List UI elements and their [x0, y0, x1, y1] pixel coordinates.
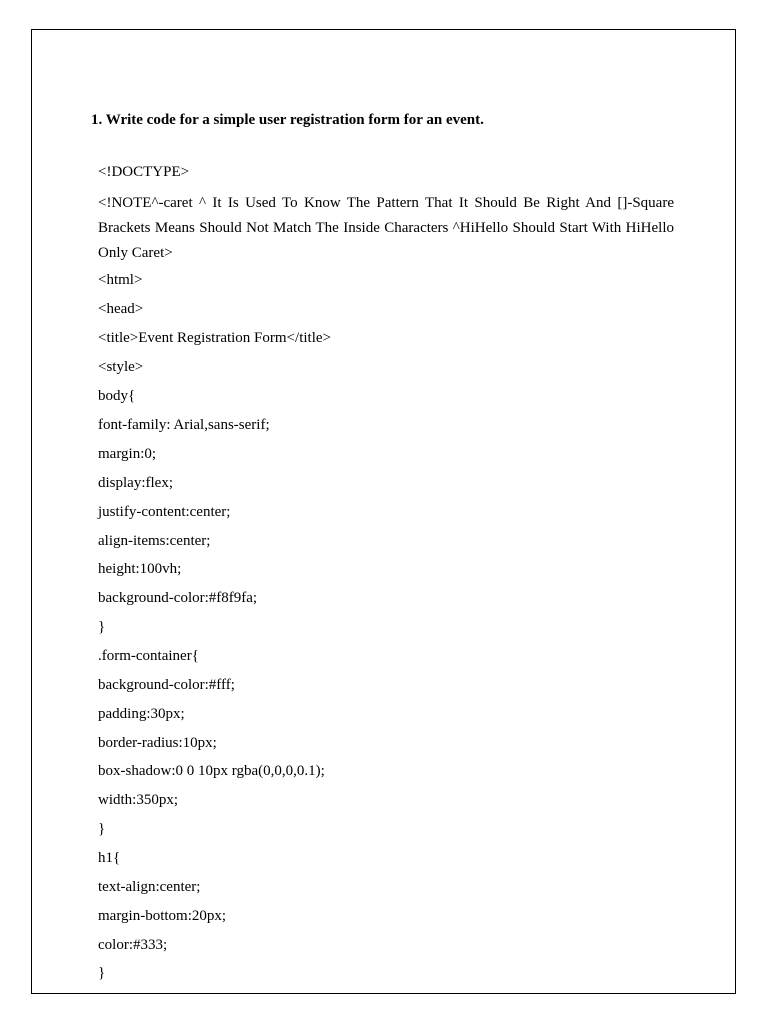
code-line-margin: margin:0;: [98, 446, 157, 462]
code-line-border-radius: border-radius:10px;: [98, 735, 217, 751]
code-line-style-open: <style>: [98, 359, 144, 375]
code-line-margin-bottom: margin-bottom:20px;: [98, 908, 227, 924]
code-line-padding: padding:30px;: [98, 706, 185, 722]
code-line-box-shadow: box-shadow:0 0 10px rgba(0,0,0,0.1);: [98, 763, 325, 779]
code-line-form-container-selector: .form-container{: [98, 648, 199, 664]
code-line-font-family: font-family: Arial,sans-serif;: [98, 417, 270, 433]
code-line-head-open: <head>: [98, 301, 144, 317]
code-line-close-brace: }: [98, 619, 106, 635]
code-line-text-align: text-align:center;: [98, 879, 201, 895]
code-line-justify-content: justify-content:center;: [98, 504, 231, 520]
code-line-doctype: <!DOCTYPE>: [98, 164, 190, 180]
code-line-close-brace: }: [98, 821, 106, 837]
code-line-width: width:350px;: [98, 792, 179, 808]
code-line-align-items: align-items:center;: [98, 533, 211, 549]
code-line-background-form: background-color:#fff;: [98, 677, 235, 693]
code-line-title: <title>Event Registration Form</title>: [98, 330, 331, 346]
code-line-height: height:100vh;: [98, 561, 182, 577]
code-line-body-selector: body{: [98, 388, 136, 404]
note-paragraph: <!NOTE^-caret ^ It Is Used To Know The Pattern That It Should Be Right And []-Square Brackets Means Should Not Match The Inside Characters ^HiHello Should Start With HiHello Only Caret>: [98, 195, 674, 261]
code-line-display: display:flex;: [98, 475, 173, 491]
code-line-h1-selector: h1{: [98, 850, 121, 866]
code-line-html-open: <html>: [98, 272, 143, 288]
code-line-close-brace: }: [98, 965, 106, 981]
code-line-color: color:#333;: [98, 937, 168, 953]
question-heading: 1. Write code for a simple user registration form for an event.: [91, 112, 484, 128]
code-line-background-body: background-color:#f8f9fa;: [98, 590, 258, 606]
